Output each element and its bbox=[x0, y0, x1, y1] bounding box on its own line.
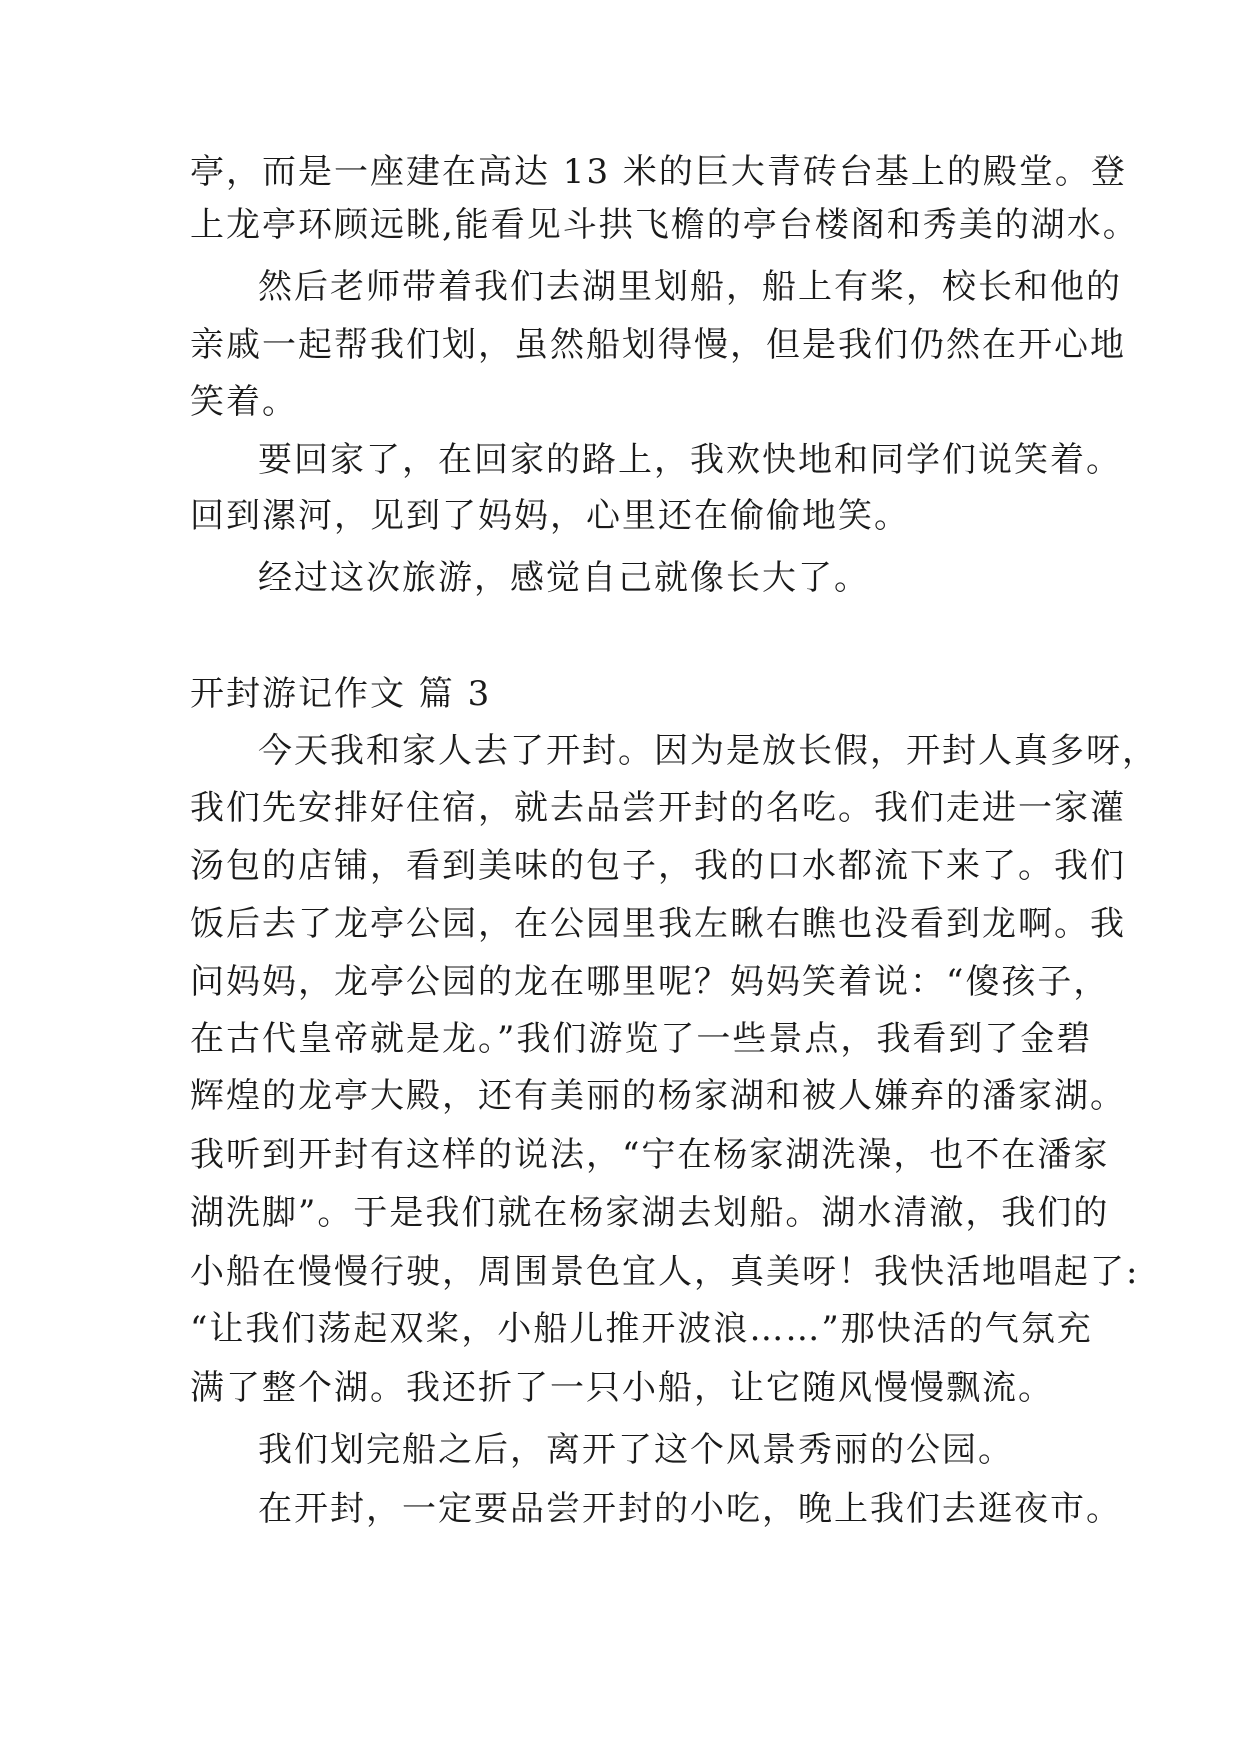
section-heading: 开封游记作文 篇 3 bbox=[190, 674, 492, 714]
paragraph-line: 在开封，一定要品尝开封的小吃，晚上我们去逛夜市。 bbox=[258, 1489, 1122, 1529]
paragraph-line: 笑着。 bbox=[190, 382, 298, 422]
paragraph-line: “让我们荡起双桨，小船儿推开波浪……”那快活的气氛充 bbox=[190, 1309, 1093, 1349]
paragraph-line: 亭，而是一座建在高达 13 米的巨大青砖台基上的殿堂。登 bbox=[190, 152, 1127, 192]
paragraph-line: 回到漯河，见到了妈妈，心里还在偷偷地笑。 bbox=[190, 496, 910, 536]
paragraph-line: 我们划完船之后，离开了这个风景秀丽的公园。 bbox=[258, 1430, 1014, 1470]
paragraph-line: 饭后去了龙亭公园，在公园里我左瞅右瞧也没看到龙啊。我 bbox=[190, 904, 1126, 944]
paragraph-line: 问妈妈，龙亭公园的龙在哪里呢？妈妈笑着说：“傻孩子， bbox=[190, 962, 1110, 1002]
paragraph-line: 小船在慢慢行驶，周围景色宜人，真美呀！我快活地唱起了: bbox=[190, 1252, 1140, 1292]
paragraph-line: 经过这次旅游，感觉自己就像长大了。 bbox=[258, 558, 870, 598]
paragraph-line: 上龙亭环顾远眺,能看见斗拱飞檐的亭台楼阁和秀美的湖水。 bbox=[190, 205, 1139, 245]
paragraph-line: 汤包的店铺，看到美味的包子，我的口水都流下来了。我们 bbox=[190, 846, 1126, 886]
paragraph-line: 我们先安排好住宿，就去品尝开封的名吃。我们走进一家灌 bbox=[190, 788, 1126, 828]
paragraph-line: 亲戚一起帮我们划，虽然船划得慢，但是我们仍然在开心地 bbox=[190, 325, 1126, 365]
paragraph-line: 要回家了，在回家的路上，我欢快地和同学们说笑着。 bbox=[258, 440, 1122, 480]
paragraph-line: 今天我和家人去了开封。因为是放长假，开封人真多呀， bbox=[258, 731, 1158, 771]
paragraph-line: 在古代皇帝就是龙。”我们游览了一些景点，我看到了金碧 bbox=[190, 1019, 1093, 1059]
paragraph-line: 满了整个湖。我还折了一只小船，让它随风慢慢飘流。 bbox=[190, 1368, 1054, 1408]
paragraph-line: 辉煌的龙亭大殿，还有美丽的杨家湖和被人嫌弃的潘家湖。 bbox=[190, 1076, 1126, 1116]
paragraph-line: 然后老师带着我们去湖里划船，船上有桨，校长和他的 bbox=[258, 267, 1122, 307]
paragraph-line: 我听到开封有这样的说法，“宁在杨家湖洗澡，也不在潘家 bbox=[190, 1135, 1110, 1175]
paragraph-line: 湖洗脚”。于是我们就在杨家湖去划船。湖水清澈，我们的 bbox=[190, 1193, 1110, 1233]
